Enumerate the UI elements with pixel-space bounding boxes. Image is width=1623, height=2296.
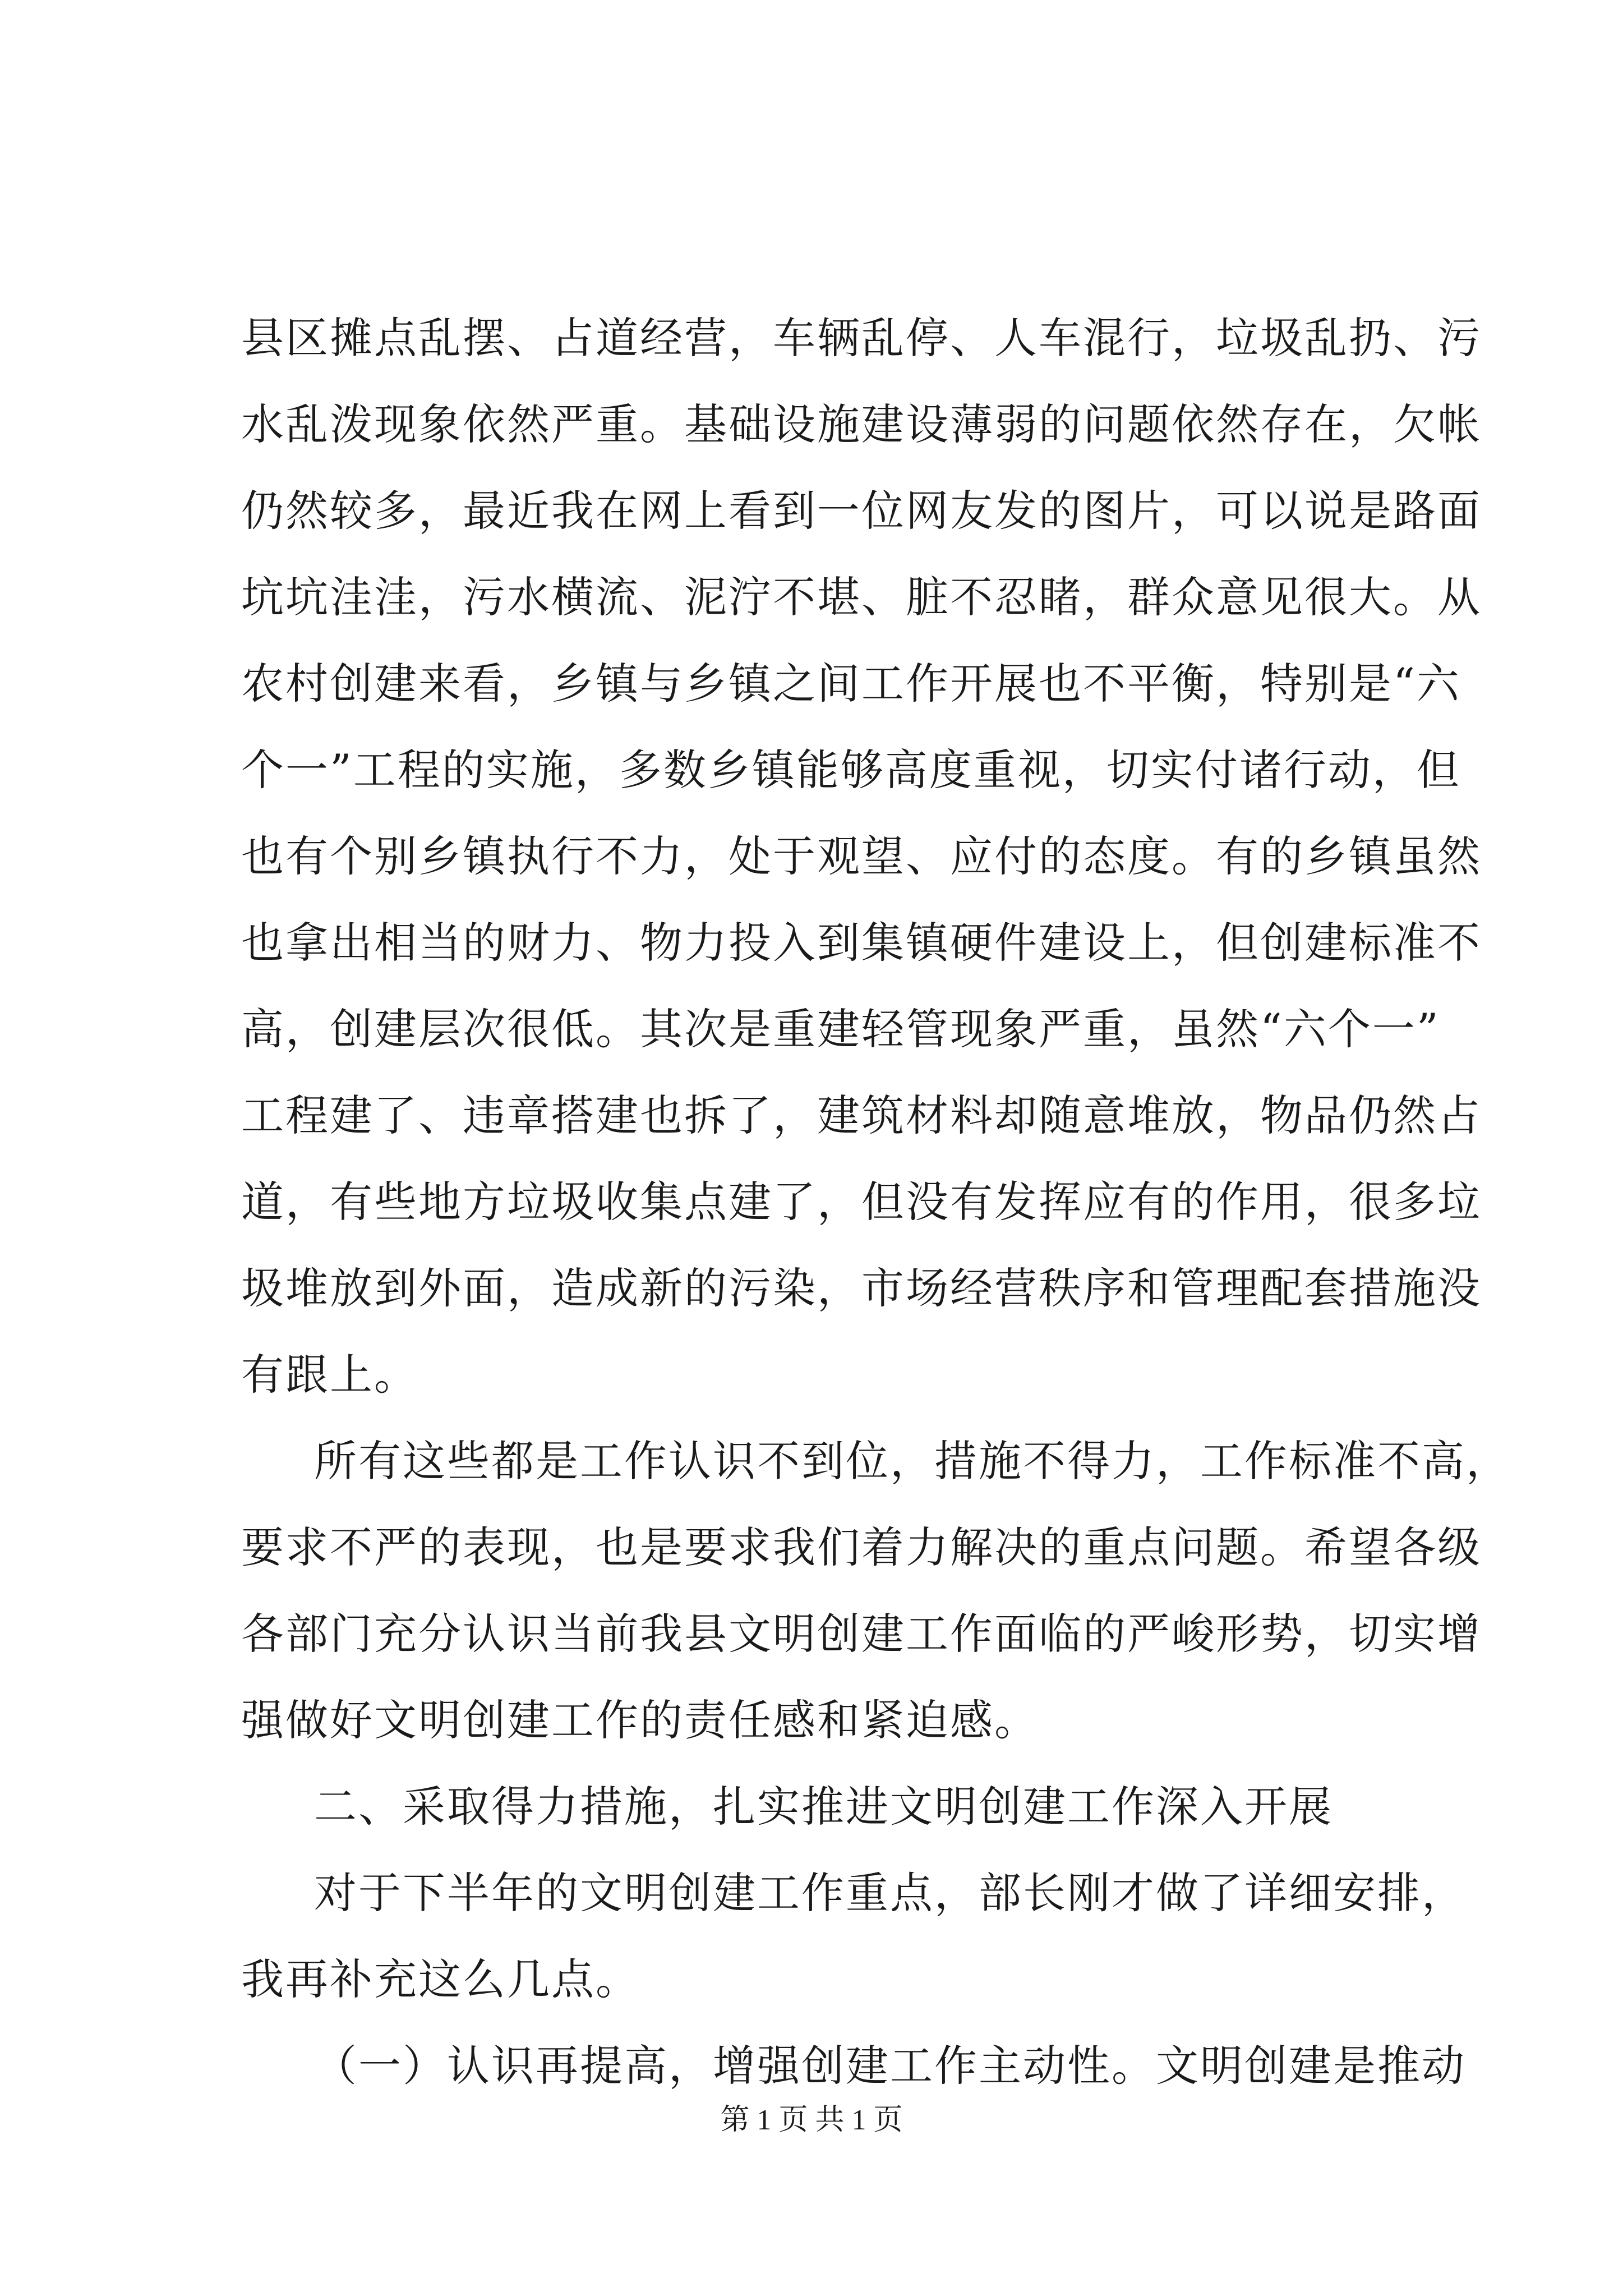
page-number-footer: 第 1 页 共 1 页 <box>720 2104 903 2136</box>
text-line: 水乱泼现象依然严重。基础设施建设薄弱的问题依然存在，欠帐 <box>241 399 1482 449</box>
text-line: 坑坑洼洼，污水横流、泥泞不堪、脏不忍睹，群众意见很大。从 <box>241 572 1482 622</box>
paragraph-first-line: 所有这些都是工作认识不到位，措施不得力，工作标准不高， <box>314 1436 1510 1486</box>
paragraph-first-line: 对于下半年的文明创建工作重点，部长刚才做了详细安排， <box>314 1868 1466 1918</box>
text-line: 要求不严的表现，也是要求我们着力解决的重点问题。希望各级 <box>241 1522 1482 1572</box>
text-line: 县区摊点乱摆、占道经营，车辆乱停、人车混行，垃圾乱扔、污 <box>241 313 1482 363</box>
text-line: 农村创建来看，乡镇与乡镇之间工作开展也不平衡，特别是“六 <box>241 659 1461 708</box>
text-line: 圾堆放到外面，造成新的污染，市场经营秩序和管理配套措施没 <box>241 1263 1482 1313</box>
text-line: 各部门充分认识当前我县文明创建工作面临的严峻形势，切实增 <box>241 1609 1482 1659</box>
text-line: 我再补充这么几点。 <box>241 1954 640 2004</box>
text-line: 有跟上。 <box>241 1350 418 1400</box>
text-line: 强做好文明创建工作的责任感和紧迫感。 <box>241 1695 1039 1745</box>
text-line: 也有个别乡镇执行不力，处于观望、应付的态度。有的乡镇虽然 <box>241 831 1482 881</box>
text-line: 仍然较多，最近我在网上看到一位网友发的图片，可以说是路面 <box>241 486 1482 536</box>
text-line: 也拿出相当的财力、物力投入到集镇硬件建设上，但创建标准不 <box>241 918 1482 968</box>
text-line: 工程建了、违章搭建也拆了，建筑材料却随意堆放，物品仍然占 <box>241 1091 1482 1140</box>
text-line: 道，有些地方垃圾收集点建了，但没有发挥应有的作用，很多垃 <box>241 1177 1482 1227</box>
text-line: 高，创建层次很低。其次是重建轻管现象严重，虽然“六个一” <box>241 1004 1440 1054</box>
text-line: 个一”工程的实施，多数乡镇能够高度重视，切实付诸行动，但 <box>241 745 1461 795</box>
section-heading: 二、采取得力措施，扎实推进文明创建工作深入开展 <box>314 1782 1333 1832</box>
subsection-first-line: （一）认识再提高，增强创建工作主动性。文明创建是推动 <box>314 2041 1466 2091</box>
